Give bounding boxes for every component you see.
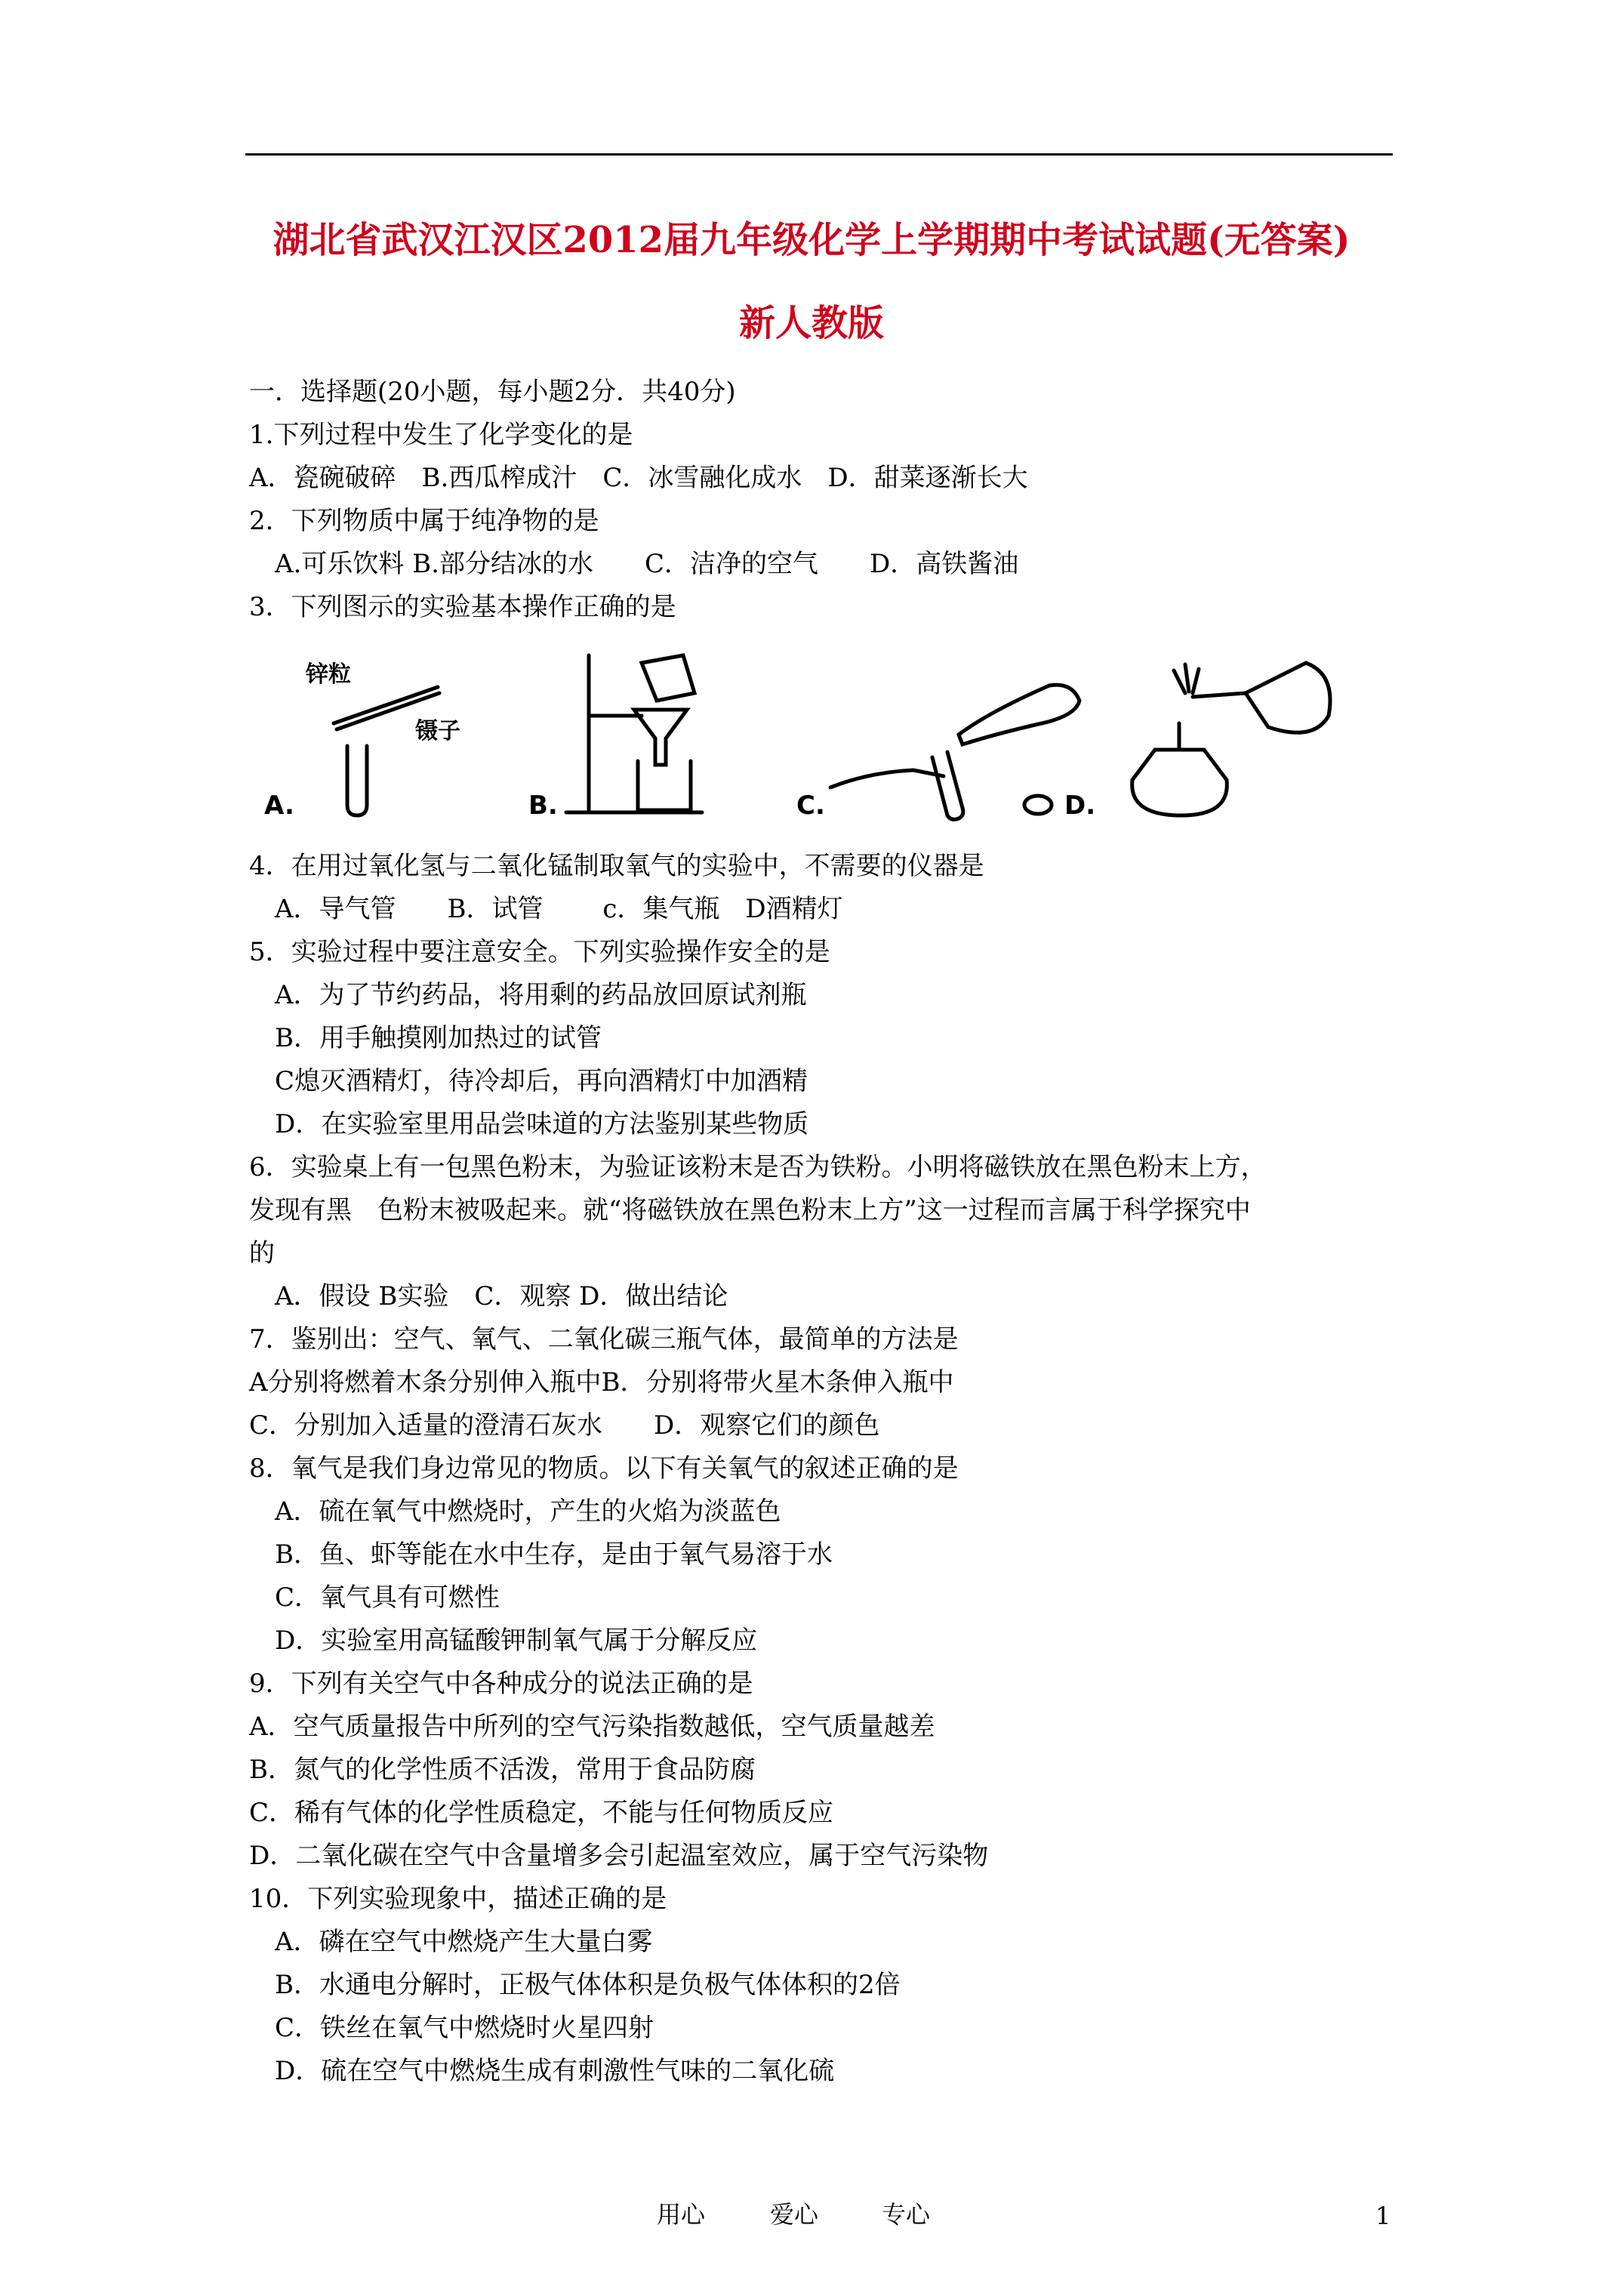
document-title: 湖北省武汉江汉区2012届九年级化学上学期期中考试试题(无答案) [273,219,1350,261]
footer-word-3: 专心 [882,2200,931,2229]
alcohol-lamp-tilted-icon [1246,663,1330,732]
question-8: 8．氧气是我们身边常见的物质。以下有关氧气的叙述正确的是 [249,1453,959,1484]
question-5-option-d: D．在实验室里用品尝味道的方法鉴别某些物质 [249,1109,809,1139]
funnel-icon [634,710,687,765]
question-7-options-ab: A分别将燃着木条分别伸入瓶中B．分别将带火星木条伸入瓶中 [249,1367,954,1398]
question-8-option-d: D．实验室用高锰酸钾制氧气属于分解反应 [249,1626,758,1656]
document-subtitle: 新人教版 [738,302,884,344]
question-9: 9．下列有关空气中各种成分的说法正确的是 [249,1669,753,1699]
question-2-options: A.可乐饮料 B.部分结冰的水 C．洁净的空气 D．高铁酱油 [249,549,1019,579]
alcohol-lamp-icon [1132,750,1227,815]
zinc-label: 锌粒 [306,661,351,688]
question-3: 3．下列图示的实验基本操作正确的是 [249,592,676,622]
lab-operations-figure [249,640,1366,821]
question-2: 2．下列物质中属于纯净物的是 [249,506,599,536]
question-7-options-cd: C．分别加入适量的澄清石灰水 D．观察它们的颜色 [249,1410,880,1441]
question-6-line-2: 发现有黑 色粉末被吸起来。就“将磁铁放在黑色粉末上方”这一过程而言属于科学探究中 [249,1195,1251,1225]
question-1: 1.下列过程中发生了化学变化的是 [249,420,633,450]
bottle-stopper-icon [1024,796,1052,814]
question-4-options: A．导气管 B．试管 c．集气瓶 D酒精灯 [249,894,843,924]
question-10-option-a: A．磷在空气中燃烧产生大量白雾 [249,1927,653,1957]
header-rule [245,153,1393,156]
question-9-option-c: C．稀有气体的化学性质稳定，不能与任何物质反应 [249,1798,834,1828]
beaker-icon [638,761,691,810]
question-8-option-a: A．硫在氧气中燃烧时，产生的火焰为淡蓝色 [249,1496,781,1527]
page-number: 1 [1375,2202,1391,2230]
figure-label-b: B. [528,791,558,821]
tweezers-label: 镊子 [415,718,460,744]
question-1-options: A．瓷碗破碎 B.西瓜榨成汁 C．冰雪融化成水 D．甜菜逐渐长大 [249,463,1028,493]
reagent-bottle-icon [959,685,1079,744]
footer-word-2: 爱心 [770,2200,819,2229]
test-tube-icon [347,746,367,815]
question-10-option-c: C．铁丝在氧气中燃烧时火星四射 [249,2013,654,2043]
footer-word-1: 用心 [657,2200,706,2229]
hand-icon [830,770,944,787]
question-5-option-a: A．为了节约药品，将用剩的药品放回原试剂瓶 [249,980,807,1010]
question-5: 5．实验过程中要注意安全。下列实验操作安全的是 [249,937,830,967]
section-heading: 一．选择题(20小题，每小题2分．共40分) [249,377,736,407]
question-8-option-c: C．氧气具有可燃性 [249,1583,500,1613]
beaker-pour-icon [642,655,694,701]
question-9-option-a: A．空气质量报告中所列的空气污染指数越低，空气质量越差 [249,1712,935,1742]
question-10: 10．下列实验现象中，描述正确的是 [249,1884,667,1914]
figure-label-a: A. [264,791,294,821]
question-5-option-c: C熄灭酒精灯，待冷却后，再向酒精灯中加酒精 [249,1066,808,1096]
figure-label-c: C. [796,791,825,821]
question-6-line-1: 6．实验桌上有一包黑色粉末，为验证该粉末是否为铁粉。小明将磁铁放在黑色粉末上方， [249,1152,1267,1182]
question-8-option-b: B．鱼、虾等能在水中生存，是由于氧气易溶于水 [249,1539,833,1570]
question-9-option-b: B．氮气的化学性质不活泼，常用于食品防腐 [249,1755,756,1785]
question-5-option-b: B．用手触摸刚加热过的试管 [249,1023,602,1053]
question-9-option-d: D．二氧化碳在空气中含量增多会引起温室效应，属于空气污染物 [249,1841,989,1871]
question-7: 7．鉴别出：空气、氧气、二氧化碳三瓶气体，最简单的方法是 [249,1324,959,1354]
question-4: 4．在用过氧化氢与二氧化锰制取氧气的实验中，不需要的仪器是 [249,851,984,881]
question-6-line-3: 的 [249,1238,275,1268]
test-tube-icon [932,752,963,819]
question-10-option-d: D．硫在空气中燃烧生成有刺激性气味的二氧化硫 [249,2056,835,2086]
figure-label-d: D. [1064,791,1096,821]
question-10-option-b: B．水通电分解时，正极气体体积是负极气体体积的2倍 [249,1970,901,2000]
question-6-options: A．假设 B实验 C．观察 D．做出结论 [249,1281,728,1311]
flame-icon [1174,664,1199,693]
